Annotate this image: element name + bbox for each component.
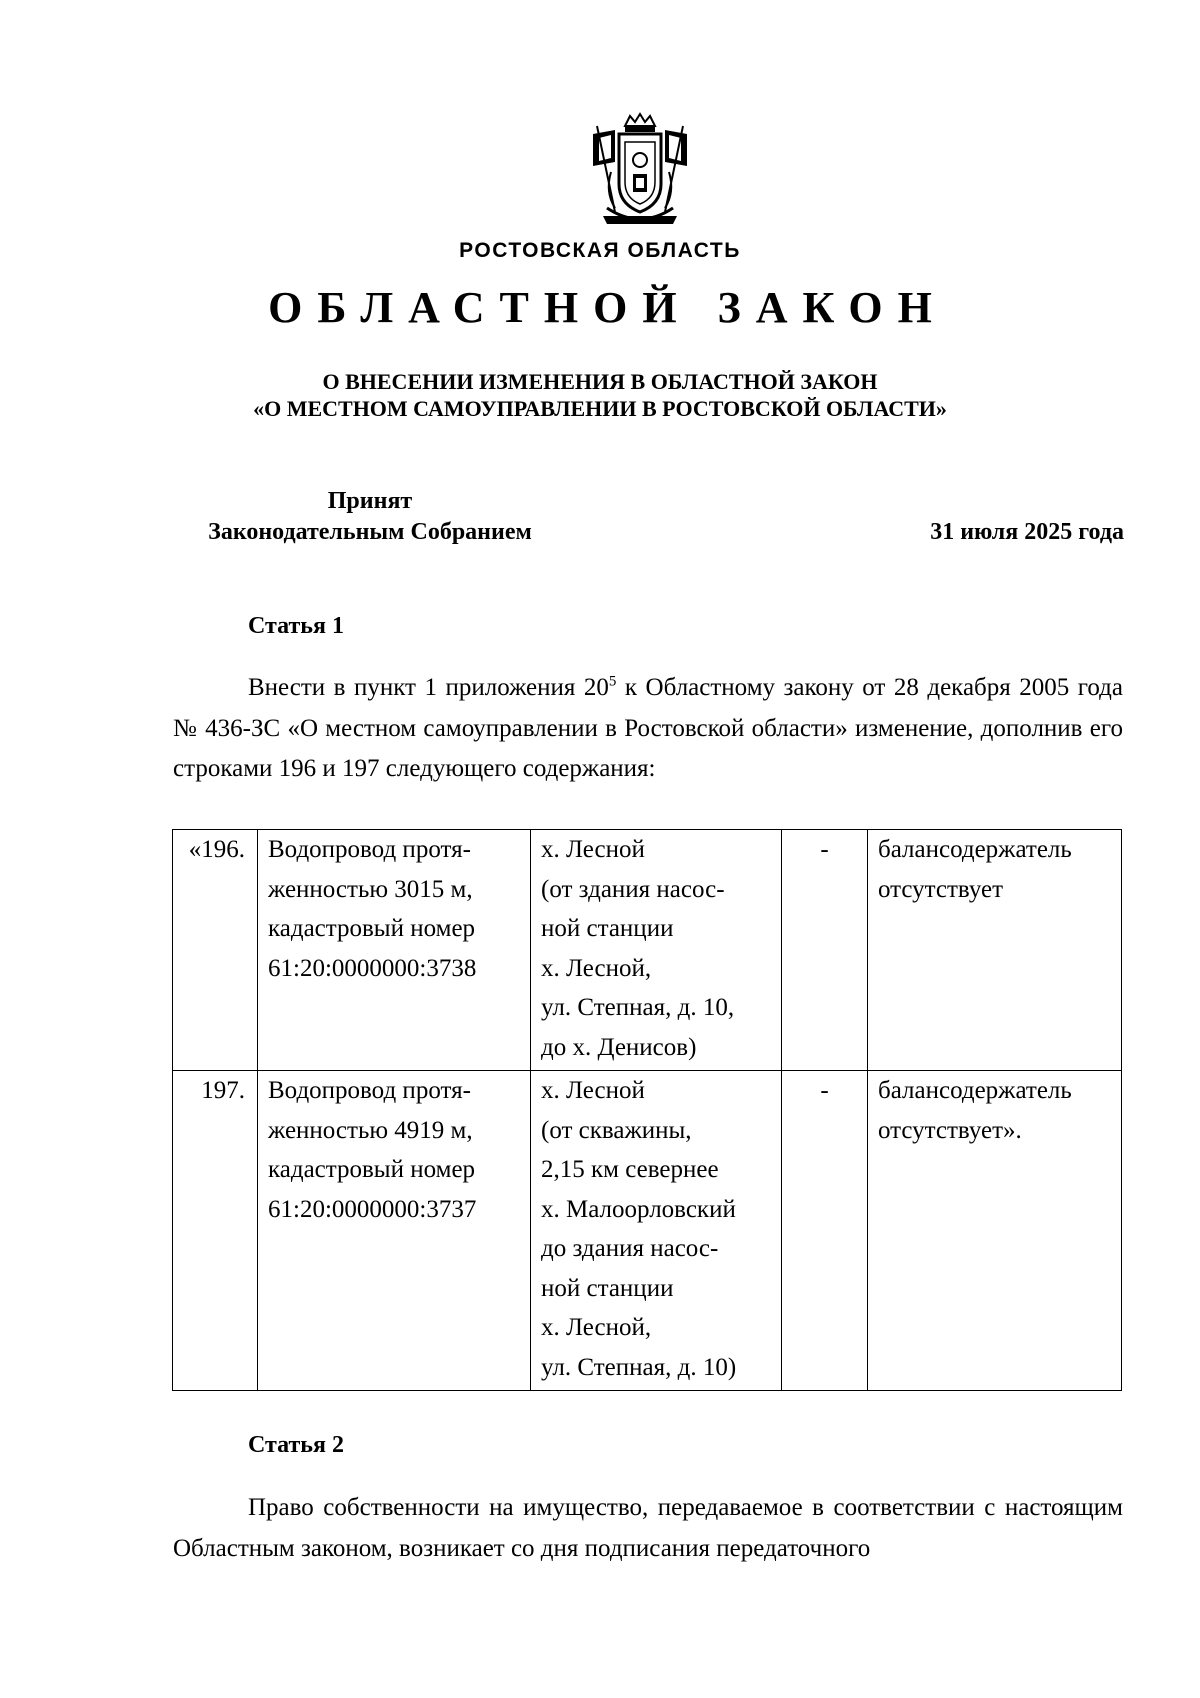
adoption-line-1: Принят (327, 488, 413, 514)
object-description: Водопровод протя- женностью 4919 м, кадастровый номер 61:20:0000000:3737 (258, 1071, 531, 1391)
article-1-heading: Статья 1 (248, 613, 344, 639)
appendix-superscript: 5 (608, 673, 617, 690)
law-title-line-1: О ВНЕСЕНИИ ИЗМЕНЕНИЯ В ОБЛАСТНОЙ ЗАКОН (322, 369, 878, 394)
object-location: х. Лесной (от здания насос- ной станции х. Лесной, ул. Степная, д. 10, до х. Денисов) (531, 830, 782, 1071)
table-row (173, 830, 1122, 1071)
row-number: 197. (173, 1071, 258, 1391)
empty-value-dash: - (782, 830, 868, 1071)
object-location: х. Лесной (от скважины, 2,15 км севернее х. Малоорловский до здания насос- ной станции х. Лесной, ул. Степная, д. 10) (531, 1071, 782, 1391)
row-number: «196. (173, 830, 258, 1071)
owner-status: балансодержатель отсутствует (868, 830, 1122, 1071)
article-1-text-end: к Областному закону от 28 декабря 2005 года № 436-ЗС «О местном самоуправлении в Ростовской области» изменение, дополнив его строками 196 и 197 следующего содержания: (173, 674, 1123, 782)
article-1-text-start: Внести в пункт 1 приложения 20 (248, 674, 609, 701)
adoption-date: 31 июля 2025 года (930, 519, 1124, 545)
empty-value-dash: - (782, 1071, 868, 1391)
amendment-table (172, 829, 1122, 1391)
article-2-text: Право собственности на имущество, передаваемое в соответствии с настоящим Областным законом, возникает со дня подписания передаточного (173, 1494, 1123, 1562)
article-2-heading: Статья 2 (248, 1432, 344, 1458)
owner-status: балансодержатель отсутствует». (868, 1071, 1122, 1391)
law-title (0, 368, 1200, 422)
coat-of-arms-icon (585, 112, 695, 230)
object-description: Водопровод протя- женностью 3015 м, кадастровый номер 61:20:0000000:3738 (258, 830, 531, 1071)
table-row (173, 1071, 1122, 1391)
document-type: ОБЛАСТНОЙ ЗАКОН (268, 283, 947, 332)
region-name: РОСТОВСКАЯ ОБЛАСТЬ (459, 239, 741, 262)
law-title-line-2: «О МЕСТНОМ САМОУПРАВЛЕНИИ В РОСТОВСКОЙ ОБЛАСТИ» (253, 396, 947, 421)
adoption-info (170, 486, 570, 548)
adoption-line-2: Законодательным Собранием (208, 519, 532, 545)
article-1-text (173, 668, 1123, 790)
